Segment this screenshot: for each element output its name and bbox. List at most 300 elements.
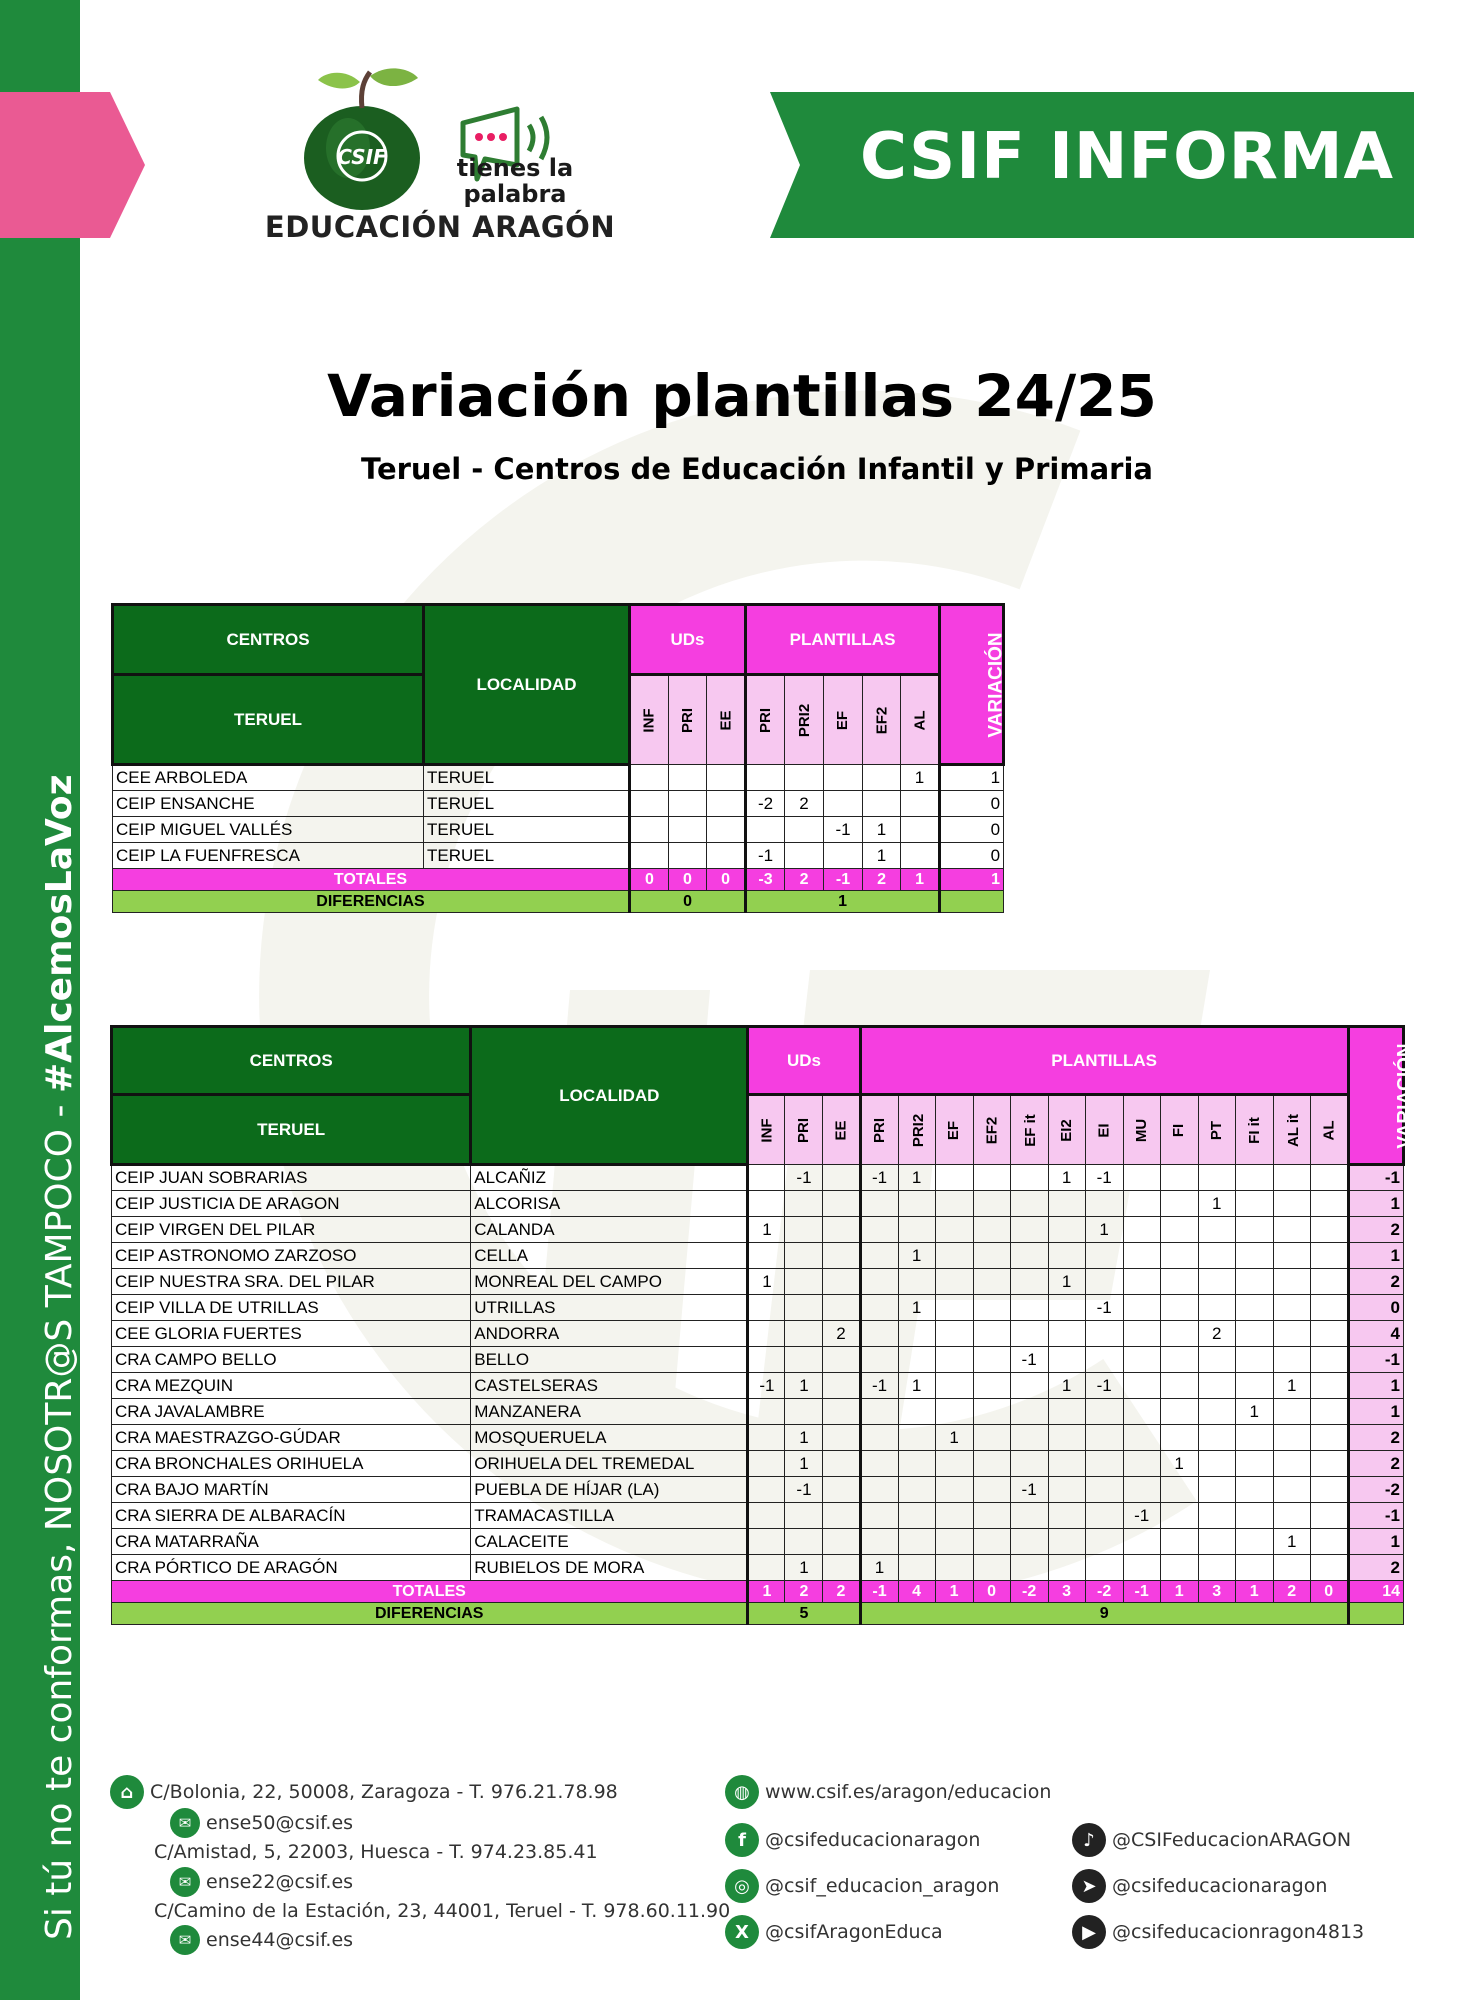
totales-cell: -1: [1123, 1581, 1160, 1603]
value-cell: [1010, 1269, 1048, 1295]
page-subtitle: Teruel - Centros de Educación Infantil y Primaria: [361, 452, 1153, 486]
value-cell: [1235, 1555, 1273, 1581]
totales-cell: 3: [1048, 1581, 1085, 1603]
centro-cell: CEIP NUESTRA SRA. DEL PILAR: [112, 1269, 471, 1295]
value-cell: [935, 1217, 973, 1243]
localidad-cell: TRAMACASTILLA: [471, 1503, 748, 1529]
value-cell: 1: [1198, 1191, 1235, 1217]
value-cell: [1085, 1451, 1123, 1477]
value-cell: [898, 1477, 935, 1503]
variacion-cell: -1: [1348, 1503, 1403, 1529]
value-cell: [823, 1295, 860, 1321]
localidad-cell: TERUEL: [424, 791, 630, 817]
value-cell: [824, 791, 863, 817]
value-cell: [1198, 1399, 1235, 1425]
value-cell: [748, 1555, 785, 1581]
totales-label: TOTALES: [112, 1581, 748, 1603]
centro-cell: CEE GLORIA FUERTES: [112, 1321, 471, 1347]
value-cell: 1: [860, 1555, 898, 1581]
value-cell: [823, 1347, 860, 1373]
value-cell: [1310, 1529, 1348, 1555]
variacion-cell: 0: [940, 843, 1004, 869]
value-cell: [1235, 1295, 1273, 1321]
value-cell: 1: [748, 1217, 785, 1243]
page-title: Variación plantillas 24/25: [327, 362, 1157, 430]
value-cell: [1273, 1191, 1310, 1217]
diferencias-variacion: [940, 891, 1004, 913]
value-cell: [1310, 1347, 1348, 1373]
value-cell: [1085, 1529, 1123, 1555]
centro-cell: CEIP VILLA DE UTRILLAS: [112, 1295, 471, 1321]
totales-cell: 1: [1235, 1581, 1273, 1603]
value-cell: [898, 1503, 935, 1529]
value-cell: 1: [898, 1243, 935, 1269]
value-cell: [1123, 1373, 1160, 1399]
value-cell: [1123, 1165, 1160, 1191]
table-row: [112, 1399, 1404, 1425]
diferencias-row: [113, 891, 1004, 913]
value-cell: [1160, 1399, 1198, 1425]
diferencias-plantillas: 1: [746, 891, 940, 913]
totales-cell: -2: [1010, 1581, 1048, 1603]
value-cell: [1273, 1269, 1310, 1295]
col-header: EI: [1085, 1095, 1123, 1165]
centro-cell: CEIP JUAN SOBRARIAS: [112, 1165, 471, 1191]
value-cell: [1198, 1503, 1235, 1529]
value-cell: -1: [1085, 1295, 1123, 1321]
value-cell: [748, 1451, 785, 1477]
centro-cell: CRA JAVALAMBRE: [112, 1399, 471, 1425]
value-cell: [1010, 1555, 1048, 1581]
value-cell: [823, 1373, 860, 1399]
centro-cell: CRA PÓRTICO DE ARAGÓN: [112, 1555, 471, 1581]
value-cell: -1: [824, 817, 863, 843]
value-cell: [1048, 1425, 1085, 1451]
value-cell: [748, 1347, 785, 1373]
value-cell: [898, 1269, 935, 1295]
value-cell: [1273, 1503, 1310, 1529]
value-cell: [901, 791, 940, 817]
value-cell: [1048, 1295, 1085, 1321]
value-cell: [1235, 1191, 1273, 1217]
x-icon: X: [725, 1915, 759, 1949]
variacion-cell: 2: [1348, 1555, 1403, 1581]
side-slogan-regular: Si tú no te conformas, NOSOTR@S TAMPOCO -: [39, 1093, 80, 1940]
globe-icon: ◍: [725, 1775, 759, 1809]
value-cell: [823, 1243, 860, 1269]
value-cell: [1010, 1243, 1048, 1269]
value-cell: [1123, 1477, 1160, 1503]
value-cell: [823, 1269, 860, 1295]
pink-arrow-icon: [0, 92, 145, 238]
value-cell: [1310, 1191, 1348, 1217]
col-header: AL it: [1273, 1095, 1310, 1165]
value-cell: [630, 817, 669, 843]
value-cell: [935, 1477, 973, 1503]
value-cell: 1: [1160, 1451, 1198, 1477]
value-cell: [785, 843, 824, 869]
value-cell: [898, 1529, 935, 1555]
col-header: FI: [1160, 1095, 1198, 1165]
centro-cell: CEIP ASTRONOMO ZARZOSO: [112, 1243, 471, 1269]
value-cell: [1235, 1321, 1273, 1347]
value-cell: [1048, 1555, 1085, 1581]
hdr-centros: CENTROS: [112, 1027, 471, 1095]
totales-row: [112, 1581, 1404, 1603]
tiktok-link[interactable]: ♪ @CSIFeducacionARAGON: [1072, 1823, 1351, 1857]
col-header: EF: [935, 1095, 973, 1165]
col-header: EI2: [1048, 1095, 1085, 1165]
col-header: EE: [823, 1095, 860, 1165]
value-cell: [785, 1347, 823, 1373]
value-cell: [860, 1425, 898, 1451]
facebook-icon: f: [725, 1823, 759, 1857]
value-cell: [935, 1295, 973, 1321]
value-cell: [1160, 1555, 1198, 1581]
value-cell: [1273, 1321, 1310, 1347]
side-slogan: [40, 774, 80, 1940]
value-cell: [1048, 1321, 1085, 1347]
value-cell: [1048, 1399, 1085, 1425]
value-cell: [1310, 1217, 1348, 1243]
table-row: [112, 1555, 1404, 1581]
value-cell: [973, 1399, 1010, 1425]
value-cell: [935, 1191, 973, 1217]
value-cell: [973, 1529, 1010, 1555]
value-cell: [860, 1243, 898, 1269]
value-cell: 1: [1085, 1217, 1123, 1243]
value-cell: [1198, 1477, 1235, 1503]
col-header: PRI: [785, 1095, 823, 1165]
variacion-cell: 4: [1348, 1321, 1403, 1347]
centro-cell: CEIP MIGUEL VALLÉS: [113, 817, 424, 843]
diferencias-label: DIFERENCIAS: [113, 891, 630, 913]
value-cell: [748, 1165, 785, 1191]
value-cell: [973, 1295, 1010, 1321]
value-cell: [746, 765, 785, 791]
value-cell: [748, 1321, 785, 1347]
side-slogan-hashtag: #AlcemosLaVoz: [39, 774, 80, 1094]
email-teruel[interactable]: ✉ ense44@csif.es: [170, 1925, 353, 1955]
value-cell: [823, 1503, 860, 1529]
table-row: [113, 817, 1004, 843]
col-header: FI it: [1235, 1095, 1273, 1165]
col-header: AL: [1310, 1095, 1348, 1165]
localidad-cell: ORIHUELA DEL TREMEDAL: [471, 1451, 748, 1477]
value-cell: [1160, 1373, 1198, 1399]
value-cell: [823, 1477, 860, 1503]
value-cell: [935, 1373, 973, 1399]
value-cell: [1085, 1503, 1123, 1529]
variacion-cell: 2: [1348, 1425, 1403, 1451]
value-cell: -1: [1123, 1503, 1160, 1529]
value-cell: [1123, 1347, 1160, 1373]
value-cell: [898, 1217, 935, 1243]
totales-cell: 1: [935, 1581, 973, 1603]
value-cell: [1310, 1451, 1348, 1477]
diferencias-uds: 5: [748, 1603, 860, 1625]
value-cell: [748, 1529, 785, 1555]
value-cell: [823, 1191, 860, 1217]
value-cell: [1310, 1503, 1348, 1529]
value-cell: [1198, 1529, 1235, 1555]
value-cell: [1123, 1451, 1160, 1477]
localidad-cell: ALCORISA: [471, 1191, 748, 1217]
value-cell: [973, 1477, 1010, 1503]
totales-cell: 1: [748, 1581, 785, 1603]
value-cell: [824, 765, 863, 791]
table-teruel-capital: [111, 603, 1005, 913]
website-link[interactable]: ◍ www.csif.es/aragon/educacion: [725, 1775, 1051, 1809]
value-cell: [863, 791, 901, 817]
email-zaragoza[interactable]: ✉ ense50@csif.es: [170, 1808, 353, 1838]
value-cell: [860, 1321, 898, 1347]
value-cell: [898, 1399, 935, 1425]
value-cell: [669, 843, 707, 869]
mail-icon: ✉: [170, 1808, 200, 1838]
localidad-cell: MANZANERA: [471, 1399, 748, 1425]
csif-informa-title: CSIF INFORMA: [860, 120, 1395, 194]
value-cell: [1235, 1477, 1273, 1503]
localidad-cell: TERUEL: [424, 765, 630, 791]
variacion-cell: 2: [1348, 1269, 1403, 1295]
value-cell: [1235, 1529, 1273, 1555]
value-cell: [1235, 1217, 1273, 1243]
footer: [110, 1775, 1400, 1975]
value-cell: [1085, 1555, 1123, 1581]
value-cell: [1310, 1555, 1348, 1581]
value-cell: [785, 765, 824, 791]
value-cell: [1085, 1477, 1123, 1503]
value-cell: [1310, 1321, 1348, 1347]
variacion-cell: 1: [1348, 1373, 1403, 1399]
value-cell: [1123, 1425, 1160, 1451]
value-cell: [860, 1269, 898, 1295]
value-cell: [1198, 1243, 1235, 1269]
value-cell: [1273, 1217, 1310, 1243]
col-header: EF2: [863, 675, 901, 765]
col-header: INF: [630, 675, 669, 765]
totales-cell: 0: [973, 1581, 1010, 1603]
value-cell: 1: [785, 1373, 823, 1399]
value-cell: [901, 843, 940, 869]
value-cell: [785, 1269, 823, 1295]
totales-variacion: 14: [1348, 1581, 1403, 1603]
table-row: [112, 1269, 1404, 1295]
variacion-cell: -1: [1348, 1347, 1403, 1373]
centro-cell: CRA MAESTRAZGO-GÚDAR: [112, 1425, 471, 1451]
value-cell: [630, 843, 669, 869]
table-row: [113, 765, 1004, 791]
hdr-centros: CENTROS: [113, 605, 424, 675]
value-cell: [785, 1503, 823, 1529]
value-cell: [1160, 1347, 1198, 1373]
col-header: PRI: [746, 675, 785, 765]
value-cell: [1235, 1373, 1273, 1399]
value-cell: [898, 1451, 935, 1477]
value-cell: 1: [1273, 1373, 1310, 1399]
value-cell: 1: [1048, 1373, 1085, 1399]
value-cell: [1160, 1165, 1198, 1191]
value-cell: [785, 817, 824, 843]
value-cell: [1123, 1217, 1160, 1243]
email-huesca[interactable]: ✉ ense22@csif.es: [170, 1867, 353, 1897]
table-row: [112, 1191, 1404, 1217]
value-cell: [1160, 1321, 1198, 1347]
value-cell: [1273, 1399, 1310, 1425]
value-cell: [973, 1425, 1010, 1451]
value-cell: [1085, 1269, 1123, 1295]
logo-educacion-aragon: [260, 60, 620, 250]
value-cell: [1123, 1529, 1160, 1555]
value-cell: 2: [1198, 1321, 1235, 1347]
table-row: [113, 791, 1004, 817]
localidad-cell: ALCAÑIZ: [471, 1165, 748, 1191]
variacion-cell: 0: [940, 817, 1004, 843]
table-row: [112, 1477, 1404, 1503]
value-cell: [1198, 1217, 1235, 1243]
table-row: [112, 1529, 1404, 1555]
value-cell: [1160, 1477, 1198, 1503]
table-row: [112, 1347, 1404, 1373]
totales-cell: 2: [785, 1581, 823, 1603]
table-row: [112, 1373, 1404, 1399]
value-cell: [1048, 1529, 1085, 1555]
value-cell: [1198, 1425, 1235, 1451]
value-cell: 1: [898, 1373, 935, 1399]
hdr-plantillas: PLANTILLAS: [746, 605, 940, 675]
localidad-cell: MOSQUERUELA: [471, 1425, 748, 1451]
value-cell: [973, 1191, 1010, 1217]
value-cell: -1: [1085, 1373, 1123, 1399]
value-cell: [1273, 1425, 1310, 1451]
value-cell: [935, 1451, 973, 1477]
value-cell: [973, 1555, 1010, 1581]
value-cell: [1123, 1399, 1160, 1425]
value-cell: [935, 1243, 973, 1269]
totales-label: TOTALES: [113, 869, 630, 891]
value-cell: [707, 791, 746, 817]
col-header: PRI: [860, 1095, 898, 1165]
localidad-cell: TERUEL: [424, 817, 630, 843]
variacion-cell: -2: [1348, 1477, 1403, 1503]
centro-cell: CRA CAMPO BELLO: [112, 1347, 471, 1373]
value-cell: [669, 765, 707, 791]
localidad-cell: MONREAL DEL CAMPO: [471, 1269, 748, 1295]
value-cell: [1123, 1191, 1160, 1217]
address-zaragoza: ⌂ C/Bolonia, 22, 50008, Zaragoza - T. 976.21.78.98: [110, 1775, 618, 1809]
value-cell: [1085, 1243, 1123, 1269]
value-cell: [823, 1217, 860, 1243]
instagram-link[interactable]: ◎ @csif_educacion_aragon: [725, 1869, 999, 1903]
facebook-link[interactable]: f @csifeducacionaragon: [725, 1823, 980, 1857]
value-cell: [1198, 1295, 1235, 1321]
value-cell: [785, 1295, 823, 1321]
value-cell: [935, 1503, 973, 1529]
value-cell: [823, 1425, 860, 1451]
value-cell: [1085, 1191, 1123, 1217]
value-cell: [748, 1425, 785, 1451]
value-cell: [973, 1347, 1010, 1373]
col-header: EE: [707, 675, 746, 765]
value-cell: [898, 1425, 935, 1451]
totales-cell: 1: [901, 869, 940, 891]
value-cell: -1: [785, 1477, 823, 1503]
value-cell: [973, 1451, 1010, 1477]
variacion-cell: 2: [1348, 1217, 1403, 1243]
value-cell: [1310, 1269, 1348, 1295]
value-cell: -1: [1010, 1477, 1048, 1503]
value-cell: 1: [1048, 1269, 1085, 1295]
totales-cell: 4: [898, 1581, 935, 1603]
totales-cell: -1: [824, 869, 863, 891]
hdr-uds: UDs: [630, 605, 746, 675]
value-cell: [1085, 1399, 1123, 1425]
localidad-cell: ANDORRA: [471, 1321, 748, 1347]
value-cell: [1010, 1321, 1048, 1347]
value-cell: [1160, 1269, 1198, 1295]
totales-cell: 2: [785, 869, 824, 891]
value-cell: [1273, 1165, 1310, 1191]
value-cell: [1235, 1269, 1273, 1295]
value-cell: [1310, 1373, 1348, 1399]
value-cell: [707, 843, 746, 869]
table-row: [112, 1165, 1404, 1191]
value-cell: [1235, 1425, 1273, 1451]
totales-cell: -1: [860, 1581, 898, 1603]
diferencias-uds: 0: [630, 891, 746, 913]
value-cell: [1010, 1529, 1048, 1555]
totales-row: [113, 869, 1004, 891]
table-row: [112, 1321, 1404, 1347]
educacion-aragon-text: EDUCACIÓN ARAGÓN: [264, 210, 616, 244]
value-cell: [1310, 1295, 1348, 1321]
value-cell: [669, 817, 707, 843]
value-cell: [1198, 1555, 1235, 1581]
value-cell: [1160, 1191, 1198, 1217]
address-teruel: C/Camino de la Estación, 23, 44001, Teruel - T. 978.60.11.90: [154, 1900, 731, 1922]
value-cell: [935, 1529, 973, 1555]
telegram-link[interactable]: ➤ @csifeducacionaragon: [1072, 1869, 1327, 1903]
value-cell: 1: [1273, 1529, 1310, 1555]
value-cell: [1048, 1217, 1085, 1243]
localidad-cell: CALANDA: [471, 1217, 748, 1243]
totales-cell: 3: [1198, 1581, 1235, 1603]
col-header: INF: [748, 1095, 785, 1165]
mail-icon: ✉: [170, 1867, 200, 1897]
table-row: [112, 1217, 1404, 1243]
diferencias-variacion: [1348, 1603, 1403, 1625]
value-cell: 1: [785, 1555, 823, 1581]
value-cell: [1310, 1243, 1348, 1269]
centro-cell: CEIP JUSTICIA DE ARAGON: [112, 1191, 471, 1217]
totales-cell: 0: [669, 869, 707, 891]
value-cell: 1: [1048, 1165, 1085, 1191]
x-link[interactable]: X @csifAragonEduca: [725, 1915, 943, 1949]
value-cell: 2: [823, 1321, 860, 1347]
col-header: MU: [1123, 1095, 1160, 1165]
col-header: EF it: [1010, 1095, 1048, 1165]
youtube-link[interactable]: ▶ @csifeducacionragon4813: [1072, 1915, 1364, 1949]
totales-cell: 2: [863, 869, 901, 891]
value-cell: [1160, 1243, 1198, 1269]
value-cell: [748, 1477, 785, 1503]
instagram-icon: ◎: [725, 1869, 759, 1903]
value-cell: [898, 1191, 935, 1217]
value-cell: [1160, 1295, 1198, 1321]
localidad-cell: CALACEITE: [471, 1529, 748, 1555]
value-cell: [669, 791, 707, 817]
